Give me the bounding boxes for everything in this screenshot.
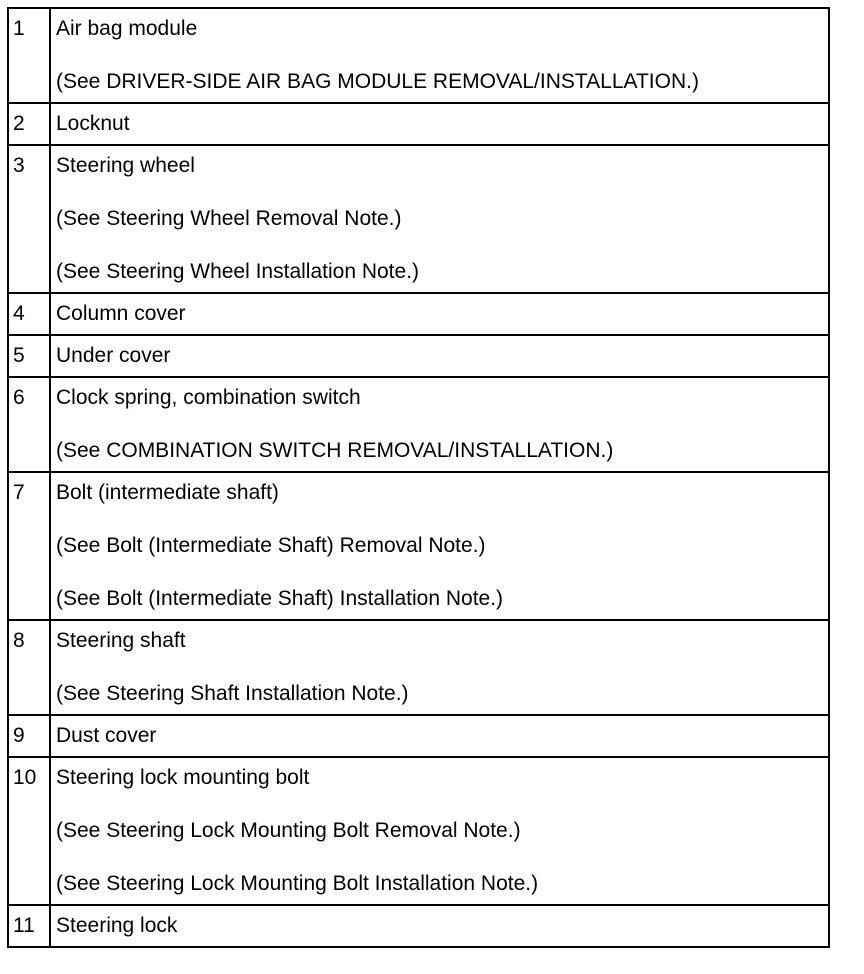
item-description: [50, 145, 829, 293]
item-description: [50, 8, 829, 103]
item-number-text: 10: [13, 766, 37, 789]
reference-note: (See Steering Lock Mounting Bolt Removal Note.): [56, 819, 521, 842]
item-number-text: 4: [13, 302, 25, 325]
reference-note: (See Steering Shaft Installation Note.): [56, 682, 409, 705]
reference-note: (See Bolt (Intermediate Shaft) Removal Note.): [56, 534, 486, 557]
item-description: [50, 103, 829, 145]
item-number: [8, 8, 50, 103]
part-name: Clock spring, combination switch: [56, 386, 361, 409]
reference-note: (See COMBINATION SWITCH REMOVAL/INSTALLATION.): [56, 439, 614, 462]
part-name: Under cover: [56, 344, 171, 367]
item-number: [8, 293, 50, 335]
item-number-text: 9: [13, 724, 25, 747]
reference-note: (See Steering Wheel Installation Note.): [56, 260, 420, 283]
item-description: [50, 335, 829, 377]
table-row: [8, 293, 829, 335]
reference-note: (See Steering Wheel Removal Note.): [56, 207, 402, 230]
item-description: [50, 620, 829, 715]
item-description: [50, 293, 829, 335]
item-number-text: 3: [13, 154, 25, 177]
item-description: [50, 757, 829, 905]
table-row: [8, 620, 829, 715]
parts-table: [7, 7, 830, 948]
item-description: [50, 472, 829, 620]
part-name: Column cover: [56, 302, 186, 325]
part-name: Steering lock mounting bolt: [56, 766, 310, 789]
item-number-text: 6: [13, 386, 25, 409]
table-row: [8, 715, 829, 757]
item-number-text: 1: [13, 17, 25, 40]
item-number: [8, 335, 50, 377]
parts-table-body: [8, 8, 829, 947]
item-number: [8, 377, 50, 472]
item-number-text: 11: [13, 914, 35, 937]
item-description: [50, 377, 829, 472]
table-row: [8, 377, 829, 472]
part-name: Bolt (intermediate shaft): [56, 481, 279, 504]
part-name: Steering lock: [56, 914, 178, 937]
table-row: [8, 757, 829, 905]
item-number: [8, 145, 50, 293]
part-name: Steering wheel: [56, 154, 195, 177]
item-number-text: 5: [13, 344, 25, 367]
table-row: [8, 145, 829, 293]
reference-note: (See DRIVER-SIDE AIR BAG MODULE REMOVAL/INSTALLATION.): [56, 70, 699, 93]
part-name: Dust cover: [56, 724, 157, 747]
item-number: [8, 620, 50, 715]
item-number: [8, 472, 50, 620]
item-number: [8, 905, 50, 947]
item-description: [50, 715, 829, 757]
table-row: [8, 472, 829, 620]
part-name: Air bag module: [56, 17, 198, 40]
table-row: [8, 905, 829, 947]
reference-note: (See Steering Lock Mounting Bolt Installation Note.): [56, 872, 539, 895]
item-description: [50, 905, 829, 947]
item-number-text: 7: [13, 481, 25, 504]
part-name: Locknut: [56, 112, 130, 135]
item-number-text: 8: [13, 629, 25, 652]
table-row: [8, 103, 829, 145]
item-number: [8, 757, 50, 905]
item-number: [8, 103, 50, 145]
table-row: [8, 335, 829, 377]
item-number: [8, 715, 50, 757]
item-number-text: 2: [13, 112, 25, 135]
reference-note: (See Bolt (Intermediate Shaft) Installation Note.): [56, 587, 504, 610]
part-name: Steering shaft: [56, 629, 186, 652]
table-row: [8, 8, 829, 103]
